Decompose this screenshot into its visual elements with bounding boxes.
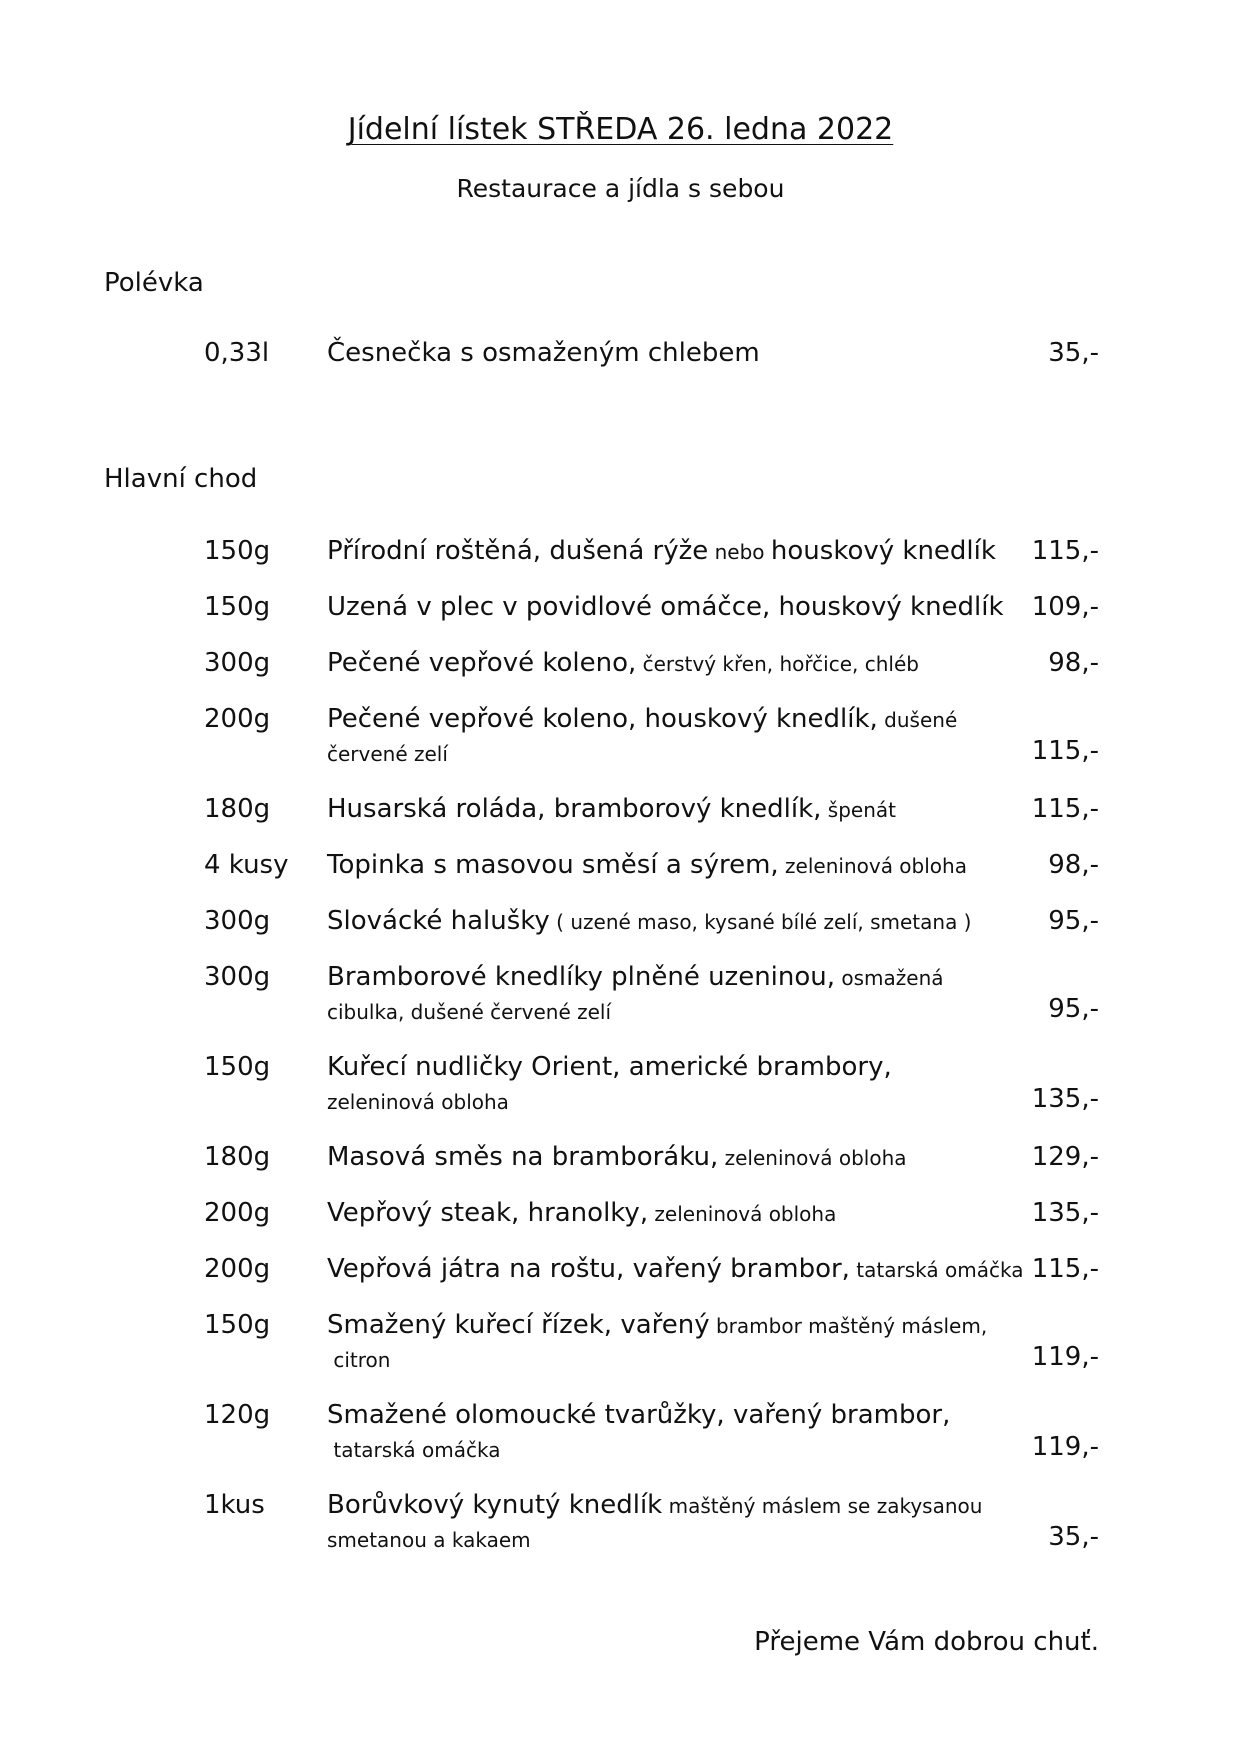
item-name (327, 1400, 1027, 1430)
item-quantity: 200g (204, 704, 271, 734)
item-name-main: Bramborové knedlíky plněné uzeninou, (327, 962, 836, 992)
item-side-dish: zeleninová obloha (778, 854, 967, 878)
item-name (327, 906, 1027, 936)
item-side-dish: tatarská omáčka (849, 1258, 1024, 1282)
menu-item (0, 648, 1241, 708)
item-name-main: Husarská roláda, bramborový knedlík, (327, 794, 822, 824)
item-name (327, 1198, 1027, 1228)
item-quantity: 1kus (204, 1490, 265, 1520)
item-price: 109,- (1031, 592, 1099, 622)
item-side-dish: maštěný máslem se zakysanou (662, 1494, 983, 1518)
item-name-main: Uzená v plec v povidlové omáčce, houskový knedlík (327, 592, 1004, 622)
item-price: 115,- (1031, 794, 1099, 824)
item-name (327, 850, 1027, 880)
closing-wish: Přejeme Vám dobrou chuť. (754, 1627, 1099, 1657)
item-price: 119,- (1031, 1342, 1099, 1372)
item-side-dish: osmažená (835, 966, 944, 990)
item-quantity: 150g (204, 536, 271, 566)
item-name-main: Topinka s masovou směsí a sýrem, (327, 850, 779, 880)
item-name (327, 962, 1027, 992)
item-side-dish: zeleninová obloha (648, 1202, 837, 1226)
item-name-main: Pečené vepřové koleno, (327, 648, 637, 678)
item-side-dish: čerstvý křen, hořčice, chléb (636, 652, 919, 676)
menu-item (0, 850, 1241, 910)
item-name-main: Borůvkový kynutý knedlík (327, 1490, 663, 1520)
item-name (327, 536, 1027, 566)
item-quantity: 120g (204, 1400, 271, 1430)
item-name (327, 1142, 1027, 1172)
menu-item (0, 1142, 1241, 1202)
item-side-dish: brambor maštěný máslem, (709, 1314, 988, 1338)
item-name-main: Pečené vepřové koleno, houskový knedlík, (327, 704, 878, 734)
item-price: 135,- (1031, 1084, 1099, 1114)
item-price: 98,- (1048, 850, 1099, 880)
item-description-line2: zeleninová obloha (327, 1090, 509, 1114)
item-name-main: Slovácké halušky (327, 906, 550, 936)
menu-item (0, 1052, 1241, 1112)
menu-item (0, 536, 1241, 596)
item-side-dish: zeleninová obloha (718, 1146, 907, 1170)
item-name-main: Masová směs na bramboráku, (327, 1142, 719, 1172)
item-description-line2: smetanou a kakaem (327, 1528, 531, 1552)
item-name (327, 338, 1027, 368)
item-price: 135,- (1031, 1198, 1099, 1228)
item-price: 129,- (1031, 1142, 1099, 1172)
item-price: 95,- (1048, 994, 1099, 1024)
menu-item (0, 1198, 1241, 1258)
item-quantity: 4 kusy (204, 850, 289, 880)
item-quantity: 300g (204, 906, 271, 936)
item-description-line2: červené zelí (327, 742, 448, 766)
item-side-dish: ( uzené maso, kysané bílé zelí, smetana ) (549, 910, 972, 934)
item-description-line2: citron (327, 1348, 391, 1372)
item-name (327, 704, 1027, 734)
item-name-main: Přírodní roštěná, dušená rýže (327, 536, 709, 566)
item-name (327, 1310, 1027, 1340)
item-name (327, 1254, 1027, 1284)
item-quantity: 180g (204, 794, 271, 824)
item-price: 35,- (1048, 338, 1099, 368)
menu-subtitle: Restaurace a jídla s sebou (456, 174, 785, 203)
item-price: 115,- (1031, 536, 1099, 566)
item-side-dish: dušené (877, 708, 958, 732)
menu-item (0, 1400, 1241, 1460)
item-price: 115,- (1031, 736, 1099, 766)
section-heading-main: Hlavní chod (104, 464, 258, 494)
menu-title (0, 112, 1241, 147)
item-name (327, 1052, 1027, 1082)
item-price: 115,- (1031, 1254, 1099, 1284)
item-name-main: Česnečka s osmaženým chlebem (327, 338, 760, 368)
item-price: 98,- (1048, 648, 1099, 678)
item-quantity: 150g (204, 1310, 271, 1340)
item-side-dish: nebo (708, 540, 771, 564)
menu-item (0, 962, 1241, 1022)
menu-item (0, 592, 1241, 652)
menu-item (0, 1254, 1241, 1314)
item-quantity: 180g (204, 1142, 271, 1172)
menu-item (0, 906, 1241, 966)
item-quantity: 0,33l (204, 338, 270, 368)
item-price: 119,- (1031, 1432, 1099, 1462)
menu-item (0, 704, 1241, 764)
section-heading-soup: Polévka (104, 268, 204, 298)
item-quantity: 150g (204, 592, 271, 622)
item-name-main: Smažené olomoucké tvarůžky, vařený brambor, (327, 1400, 951, 1430)
menu-item (0, 1310, 1241, 1370)
item-name-main: Kuřecí nudličky Orient, americké brambory, (327, 1052, 892, 1082)
item-name (327, 592, 1027, 622)
item-name (327, 794, 1027, 824)
menu-item (0, 338, 1241, 398)
item-name (327, 1490, 1027, 1520)
item-name-continued: houskový knedlík (770, 536, 996, 566)
item-quantity: 300g (204, 962, 271, 992)
item-quantity: 300g (204, 648, 271, 678)
item-price: 35,- (1048, 1522, 1099, 1552)
item-quantity: 200g (204, 1198, 271, 1228)
item-price: 95,- (1048, 906, 1099, 936)
item-name-main: Smažený kuřecí řízek, vařený (327, 1310, 710, 1340)
item-quantity: 150g (204, 1052, 271, 1082)
menu-title-text: Jídelní lístek STŘEDA 26. ledna 2022 (347, 112, 894, 147)
menu-item (0, 794, 1241, 854)
item-description-line2: tatarská omáčka (327, 1438, 501, 1462)
item-description-line2: cibulka, dušené červené zelí (327, 1000, 612, 1024)
item-side-dish: špenát (821, 798, 896, 822)
item-name (327, 648, 1027, 678)
item-name-main: Vepřový steak, hranolky, (327, 1198, 649, 1228)
menu-item (0, 1490, 1241, 1550)
item-name-main: Vepřová játra na roštu, vařený brambor, (327, 1254, 850, 1284)
item-quantity: 200g (204, 1254, 271, 1284)
